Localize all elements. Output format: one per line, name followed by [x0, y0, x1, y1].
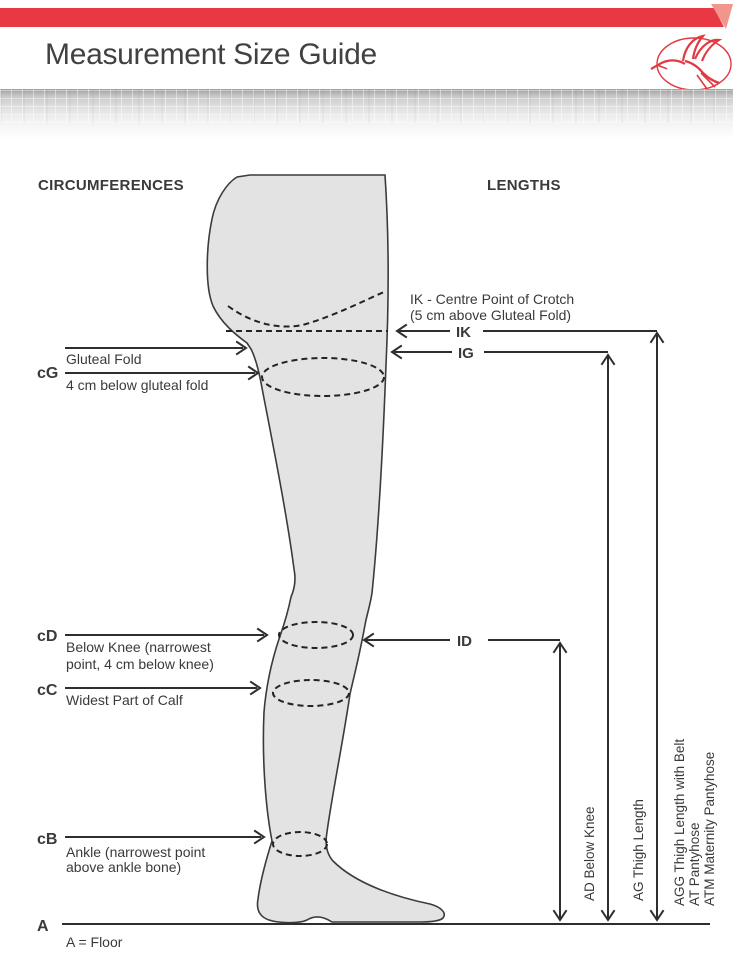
cd-label-1: Below Knee (narrowest — [66, 639, 211, 655]
cb-ankle-arrow — [65, 831, 264, 843]
cb-label-1: Ankle (narrowest point — [66, 844, 206, 860]
cb-code: cB — [37, 831, 58, 848]
ik-line — [397, 325, 657, 337]
ag-label: AG Thigh Length — [631, 799, 646, 901]
atm-label: ATM Maternity Pantyhose — [702, 751, 717, 906]
ik-label: IK — [456, 324, 471, 341]
page-title: Measurement Size Guide — [45, 38, 377, 71]
cg-code: cG — [37, 365, 59, 382]
cc-label-1: Widest Part of Calf — [66, 692, 183, 708]
cc-code: cC — [37, 682, 58, 699]
agg-label: AGG Thigh Length with Belt — [672, 738, 687, 906]
crotch-note-line-1: IK - Centre Point of Crotch — [410, 291, 575, 307]
ag-thigh-length-arrow — [602, 355, 614, 920]
leg-silhouette — [207, 175, 444, 923]
id-label: ID — [457, 633, 472, 650]
ig-line — [392, 346, 608, 358]
circumferences-heading: CIRCUMFERENCES — [38, 177, 184, 194]
cd-code: cD — [37, 628, 58, 645]
ig-label: IG — [458, 345, 474, 362]
at-label: AT Pantyhose — [687, 822, 702, 906]
crotch-note-line-2: (5 cm above Gluteal Fold) — [410, 307, 572, 323]
cb-label-2: above ankle bone) — [66, 859, 182, 875]
agg-thigh-length-with-belt-arrow — [651, 333, 663, 920]
ad-below-knee-arrow — [554, 643, 566, 920]
floor-code: A — [37, 918, 49, 935]
cg-label-2: 4 cm below gluteal fold — [66, 377, 209, 393]
cd-label-2: point, 4 cm below knee) — [66, 656, 214, 672]
cg-label-1: Gluteal Fold — [66, 351, 142, 367]
ad-label: AD Below Knee — [582, 806, 597, 901]
floor-label: A = Floor — [66, 934, 123, 950]
lengths-heading: LENGTHS — [487, 177, 561, 194]
